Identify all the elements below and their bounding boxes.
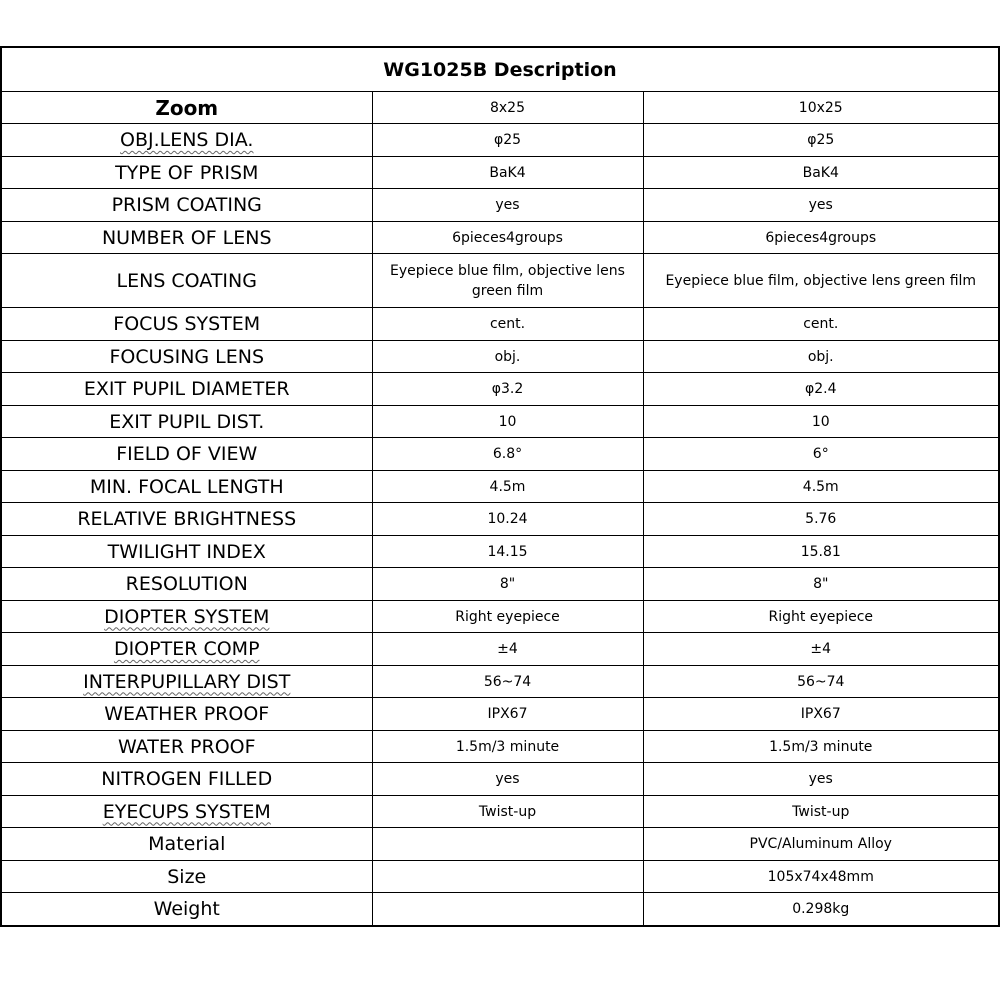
row-label <box>1 568 372 601</box>
row-label <box>1 341 372 373</box>
row-label <box>1 698 372 731</box>
value-8x25: yes <box>372 763 643 796</box>
table-row <box>1 536 999 568</box>
row-label <box>1 893 372 926</box>
row-label-text: TWILIGHT INDEX <box>107 540 266 563</box>
row-label <box>1 438 372 471</box>
value-10x25: 105x74x48mm <box>643 861 999 893</box>
row-label-text: FOCUS SYSTEM <box>113 313 261 335</box>
table-row <box>1 893 999 926</box>
value-10x25: 1.5m/3 minute <box>643 731 999 763</box>
row-label <box>1 731 372 763</box>
row-label <box>1 254 372 308</box>
row-label-text: WATER PROOF <box>117 735 256 758</box>
table-row <box>1 222 999 254</box>
row-label-text: PRISM COATING <box>111 194 262 216</box>
table-row <box>1 373 999 406</box>
value-10x25: 4.5m <box>643 471 999 503</box>
table-row <box>1 503 999 536</box>
value-8x25: ±4 <box>372 633 643 666</box>
row-label-text: FOCUSING LENS <box>109 345 265 368</box>
row-label-text: NITROGEN FILLED <box>101 768 273 790</box>
table-title: WG1025B Description <box>1 47 999 92</box>
value-10x25: cent. <box>643 308 999 341</box>
value-10x25: PVC/Aluminum Alloy <box>643 828 999 861</box>
value-10x25: yes <box>643 763 999 796</box>
row-label <box>1 124 372 157</box>
table-row <box>1 438 999 471</box>
row-label-text: EYECUPS SYSTEM <box>102 800 271 823</box>
value-8x25: Eyepiece blue film, objective lens green film <box>372 254 643 308</box>
table-row <box>1 254 999 308</box>
value-10x25: 6° <box>643 438 999 471</box>
table-row <box>1 406 999 438</box>
row-label-text: RELATIVE BRIGHTNESS <box>77 508 297 530</box>
row-label <box>1 308 372 341</box>
row-label-text: EXIT PUPIL DIAMETER <box>83 378 290 400</box>
row-label-text: EXIT PUPIL DIST. <box>109 410 265 433</box>
row-label-text: RESOLUTION <box>125 573 248 595</box>
value-10x25: 5.76 <box>643 503 999 536</box>
table-row <box>1 666 999 698</box>
value-8x25: Right eyepiece <box>372 601 643 633</box>
row-label <box>1 633 372 666</box>
row-label-text: FIELD OF VIEW <box>116 443 258 465</box>
row-label <box>1 157 372 189</box>
row-label-text: TYPE OF PRISM <box>115 161 259 184</box>
value-8x25: 56~74 <box>372 666 643 698</box>
table-row <box>1 601 999 633</box>
row-label <box>1 471 372 503</box>
value-8x25: 10 <box>372 406 643 438</box>
table-row <box>1 731 999 763</box>
row-label <box>1 828 372 861</box>
row-label <box>1 92 372 124</box>
value-10x25: 6pieces4groups <box>643 222 999 254</box>
row-label-text: NUMBER OF LENS <box>101 226 272 249</box>
value-10x25: IPX67 <box>643 698 999 731</box>
value-8x25: 8" <box>372 568 643 601</box>
row-label <box>1 503 372 536</box>
table-row <box>1 763 999 796</box>
value-8x25 <box>372 893 643 926</box>
row-label <box>1 536 372 568</box>
value-8x25: cent. <box>372 308 643 341</box>
value-8x25: 6pieces4groups <box>372 222 643 254</box>
value-10x25: φ2.4 <box>643 373 999 406</box>
table-row <box>1 633 999 666</box>
table-row <box>1 189 999 222</box>
row-label-text: INTERPUPILLARY DIST <box>83 670 291 693</box>
value-10x25: 10x25 <box>643 92 999 124</box>
value-8x25: BaK4 <box>372 157 643 189</box>
row-label <box>1 406 372 438</box>
row-label <box>1 666 372 698</box>
table-row <box>1 471 999 503</box>
row-label-text: WEATHER PROOF <box>104 703 270 725</box>
value-10x25: 0.298kg <box>643 893 999 926</box>
row-label <box>1 601 372 633</box>
row-label-text: Material <box>148 833 226 855</box>
value-8x25: IPX67 <box>372 698 643 731</box>
table-row <box>1 796 999 828</box>
table-row <box>1 698 999 731</box>
value-10x25: Eyepiece blue film, objective lens green film <box>643 254 999 308</box>
row-label-text: Size <box>167 865 207 888</box>
row-label-text: MIN. FOCAL LENGTH <box>89 475 284 498</box>
value-10x25: ±4 <box>643 633 999 666</box>
row-label-text: OBJ.LENS DIA. <box>120 129 254 151</box>
row-label-text: LENS COATING <box>116 269 257 292</box>
value-8x25: 8x25 <box>372 92 643 124</box>
table-row <box>1 308 999 341</box>
row-label <box>1 373 372 406</box>
row-label <box>1 763 372 796</box>
value-10x25: yes <box>643 189 999 222</box>
table-row <box>1 341 999 373</box>
value-8x25: obj. <box>372 341 643 373</box>
value-8x25: φ3.2 <box>372 373 643 406</box>
value-10x25: 8" <box>643 568 999 601</box>
table-row <box>1 828 999 861</box>
row-label-text: Zoom <box>155 95 219 120</box>
table-row <box>1 861 999 893</box>
value-8x25 <box>372 828 643 861</box>
table-row <box>1 124 999 157</box>
value-10x25: 10 <box>643 406 999 438</box>
row-label <box>1 796 372 828</box>
row-label-text: DIOPTER COMP <box>113 638 260 660</box>
table-row <box>1 92 999 124</box>
row-label-text: Weight <box>153 897 220 920</box>
value-10x25: obj. <box>643 341 999 373</box>
title-row <box>1 47 999 92</box>
table-row <box>1 568 999 601</box>
row-label <box>1 861 372 893</box>
spec-table <box>0 46 1000 927</box>
value-8x25: 14.15 <box>372 536 643 568</box>
value-8x25 <box>372 861 643 893</box>
row-label <box>1 189 372 222</box>
table-row <box>1 157 999 189</box>
value-8x25: 6.8° <box>372 438 643 471</box>
value-8x25: 10.24 <box>372 503 643 536</box>
value-10x25: φ25 <box>643 124 999 157</box>
value-10x25: 15.81 <box>643 536 999 568</box>
value-8x25: Twist-up <box>372 796 643 828</box>
value-10x25: 56~74 <box>643 666 999 698</box>
value-8x25: 1.5m/3 minute <box>372 731 643 763</box>
value-8x25: yes <box>372 189 643 222</box>
value-8x25: 4.5m <box>372 471 643 503</box>
row-label-text: DIOPTER SYSTEM <box>104 605 270 628</box>
value-10x25: Twist-up <box>643 796 999 828</box>
row-label <box>1 222 372 254</box>
value-10x25: BaK4 <box>643 157 999 189</box>
value-8x25: φ25 <box>372 124 643 157</box>
value-10x25: Right eyepiece <box>643 601 999 633</box>
